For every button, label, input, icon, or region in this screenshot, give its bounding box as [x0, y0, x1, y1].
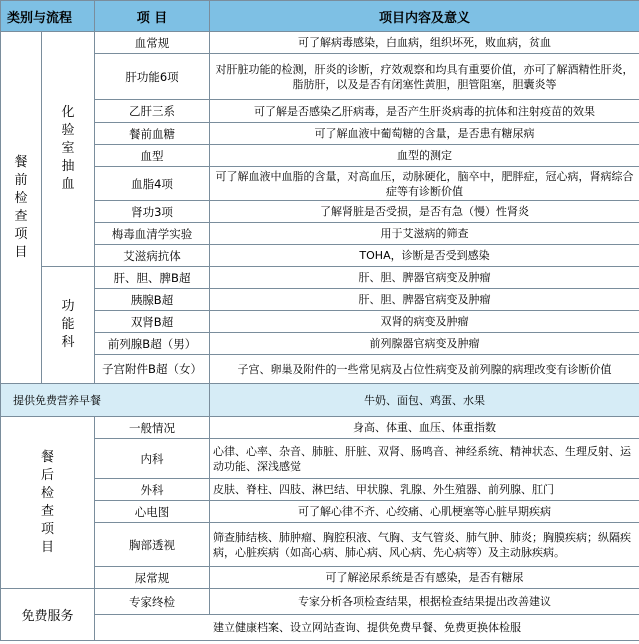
- breakfast-desc: 牛奶、面包、鸡蛋、水果: [210, 384, 639, 417]
- table-row: [1, 417, 639, 439]
- item-desc: 可了解血液中血脂的含量，对高血压，动脉硬化，脑卒中，肥胖症，冠心病，肾病综合症等有诊断价值: [210, 167, 639, 201]
- item-desc: 可了解泌尿系统是否有感染，是否有糖尿: [210, 567, 639, 589]
- item-desc: 心律、心率、杂音、肺脏、肝脏、双肾、肠鸣音、神经系统、精神状态、生理反射、运动功能、深浅感觉: [210, 439, 639, 479]
- header-row: [1, 1, 639, 32]
- item-name: 血型: [95, 145, 210, 167]
- item-name: 乙肝三系: [95, 100, 210, 123]
- item-name: 艾滋病抗体: [95, 245, 210, 267]
- item-desc: 肝、胆、脾器官病变及肿瘤: [210, 267, 639, 289]
- table-row: [1, 167, 639, 201]
- post-meal-label: 餐后检查项目: [1, 417, 95, 589]
- table-row: [1, 267, 639, 289]
- table-row: [1, 333, 639, 355]
- table-row: [1, 32, 639, 54]
- item-name: 内科: [95, 439, 210, 479]
- item-name: 心电图: [95, 501, 210, 523]
- item-desc: TOHA，诊断是否受到感染: [210, 245, 639, 267]
- item-name: 梅毒血清学实验: [95, 223, 210, 245]
- table-row: [1, 501, 639, 523]
- breakfast-row: [1, 384, 639, 417]
- item-name: 肝功能6项: [95, 54, 210, 100]
- header-item: 项 目: [95, 1, 210, 32]
- table-row: [1, 355, 639, 384]
- item-name: 双肾B超: [95, 311, 210, 333]
- service-extra-desc: 建立健康档案、设立网站查询、提供免费早餐、免费更换体检服: [95, 615, 639, 641]
- service-label: 免费服务: [1, 589, 95, 641]
- pre-meal-label: 餐前检查项目: [1, 32, 42, 384]
- item-desc: 可了解血液中葡萄糖的含量，是否患有糖尿病: [210, 123, 639, 145]
- item-desc: 可了解是否感染乙肝病毒，是否产生肝炎病毒的抗体和注射疫苗的效果: [210, 100, 639, 123]
- item-name: 一般情况: [95, 417, 210, 439]
- item-desc: 可了解心律不齐、心绞痛、心肌梗塞等心脏早期疾病: [210, 501, 639, 523]
- item-name: 外科: [95, 479, 210, 501]
- item-desc: 了解肾脏是否受损，是否有急（慢）性肾炎: [210, 201, 639, 223]
- item-desc: 对肝脏功能的检测，肝炎的诊断，疗效观察和均具有重要价值，亦可了解酒精性肝炎，脂肪肝，以及是否有闭塞性黄胆，胆管阻塞，胆囊炎等: [210, 54, 639, 100]
- table-row: [1, 245, 639, 267]
- item-desc: 专家分析各项检查结果，根据检查结果提出改善建议: [210, 589, 639, 615]
- table-row: [1, 567, 639, 589]
- item-desc: 双肾的病变及肿瘤: [210, 311, 639, 333]
- item-name: 专家终检: [95, 589, 210, 615]
- item-name: 胸部透视: [95, 523, 210, 567]
- table-row: [1, 223, 639, 245]
- function-label: 功能科: [42, 267, 95, 384]
- table-row: [1, 145, 639, 167]
- table-row: [1, 311, 639, 333]
- item-desc: 用于艾滋病的筛查: [210, 223, 639, 245]
- table-row: [1, 54, 639, 100]
- item-name: 肝、胆、脾B超: [95, 267, 210, 289]
- item-desc: 前列腺器官病变及肿瘤: [210, 333, 639, 355]
- header-category: 类别与流程: [1, 1, 95, 32]
- item-desc: 血型的测定: [210, 145, 639, 167]
- lab-label: 化验室抽血: [42, 32, 95, 267]
- table-row: [1, 100, 639, 123]
- item-desc: 筛查肺结核、肺肿瘤、胸腔积液、气胸、支气管炎、肺气肿、肺炎；胸膜疾病；纵隔疾病，心脏疾病（如高心病、肺心病、风心病、先心病等）及主动脉疾病。: [210, 523, 639, 567]
- item-name: 子宫附件B超（女）: [95, 355, 210, 384]
- item-name: 血脂4项: [95, 167, 210, 201]
- item-desc: 可了解病毒感染，白血病，组织坏死，败血病，贫血: [210, 32, 639, 54]
- item-desc: 子宫、卵巢及附件的一些常见病及占位性病变及前列腺的病理改变有诊断价值: [210, 355, 639, 384]
- item-name: 血常规: [95, 32, 210, 54]
- item-name: 餐前血糖: [95, 123, 210, 145]
- item-name: 胰腺B超: [95, 289, 210, 311]
- table-row: [1, 615, 639, 641]
- item-name: 尿常规: [95, 567, 210, 589]
- item-desc: 肝、胆、脾器官病变及肿瘤: [210, 289, 639, 311]
- breakfast-label: 提供免费营养早餐: [1, 384, 210, 417]
- table-row: [1, 123, 639, 145]
- header-content: 项目内容及意义: [210, 1, 639, 32]
- table-row: [1, 289, 639, 311]
- table-row: [1, 479, 639, 501]
- table-row: [1, 523, 639, 567]
- item-name: 前列腺B超（男）: [95, 333, 210, 355]
- item-name: 肾功3项: [95, 201, 210, 223]
- table-row: [1, 201, 639, 223]
- item-desc: 皮肤、脊柱、四肢、淋巴结、甲状腺、乳腺、外生殖器、前列腺、肛门: [210, 479, 639, 501]
- table-row: [1, 589, 639, 615]
- table-row: [1, 439, 639, 479]
- item-desc: 身高、体重、血压、体重指数: [210, 417, 639, 439]
